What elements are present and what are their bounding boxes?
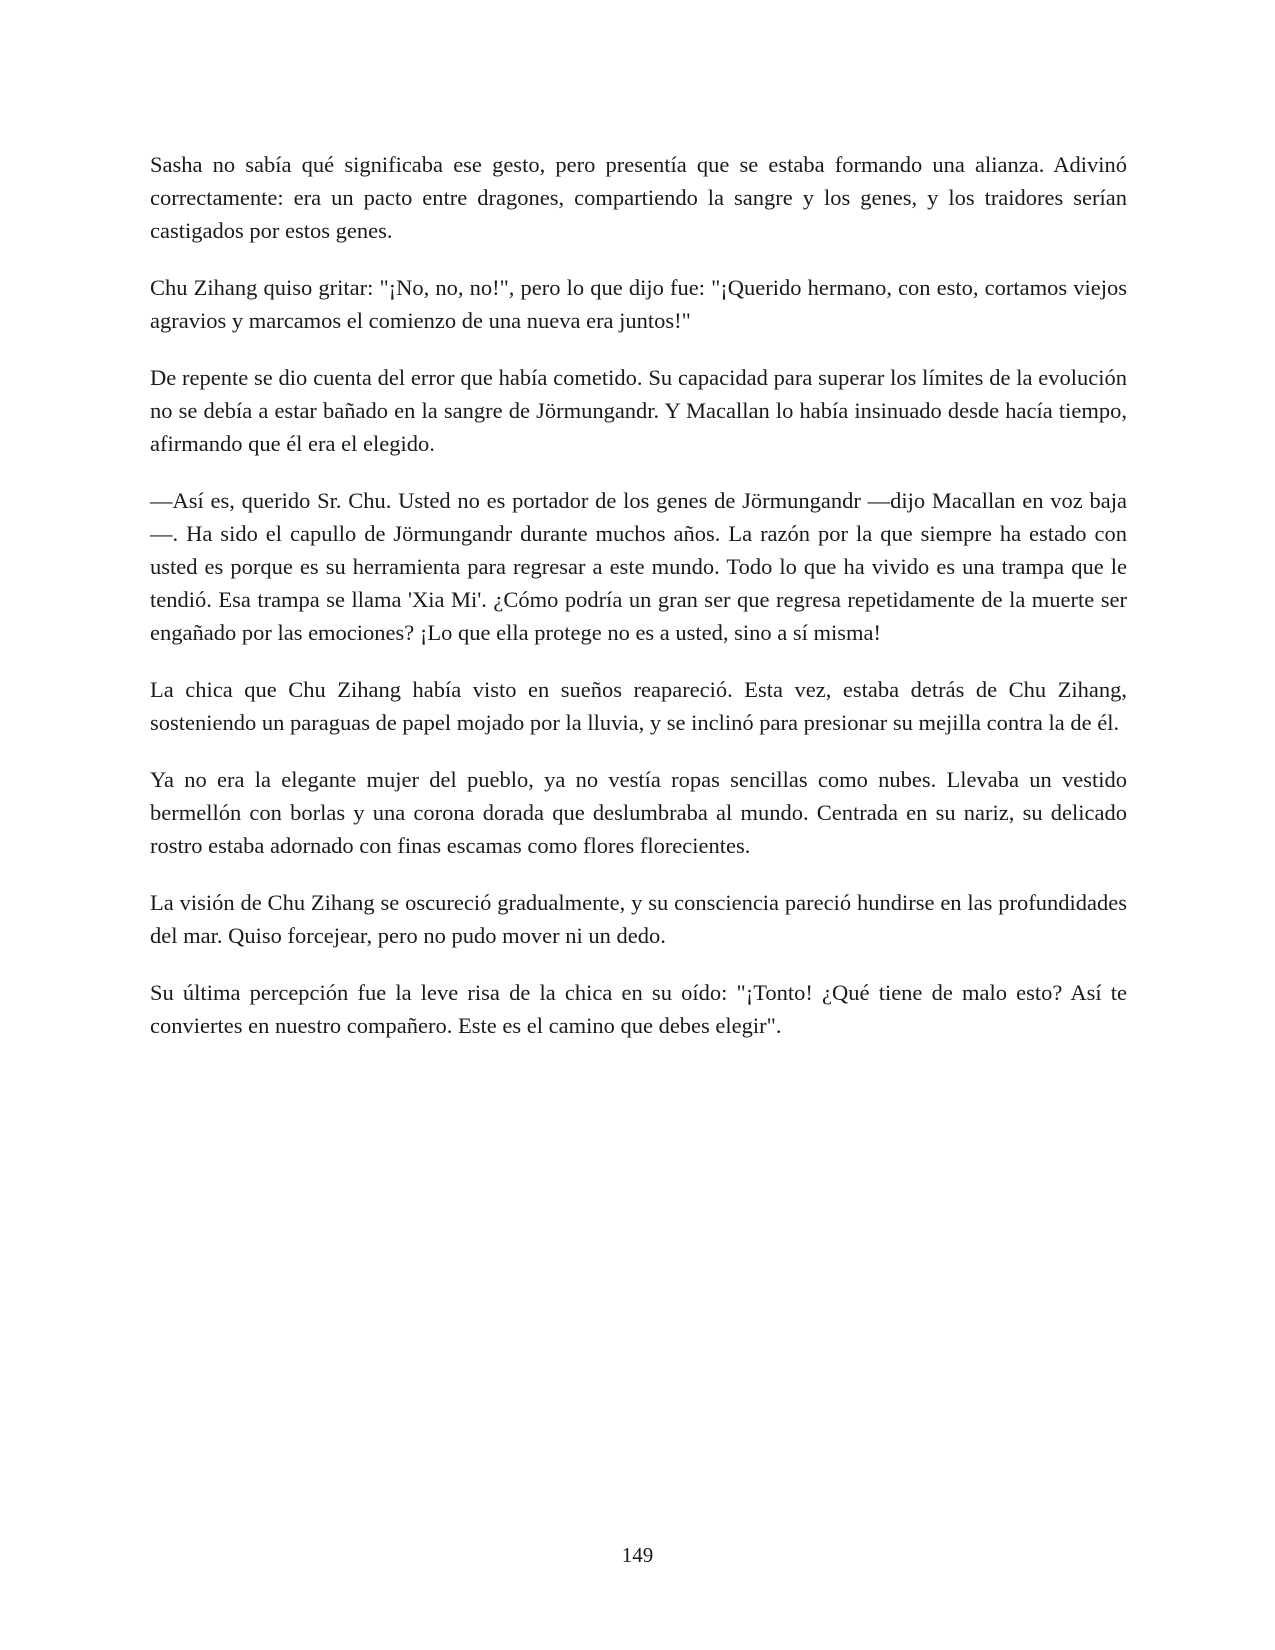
paragraph: Chu Zihang quiso gritar: "¡No, no, no!", pero lo que dijo fue: "¡Querido hermano, con esto, cortamos viejos agravios y marcamos el comienzo de una nueva era juntos!" (150, 275, 1127, 333)
paragraph: La visión de Chu Zihang se oscureció gradualmente, y su consciencia pareció hundirse en las profundidades del mar. Quiso forcejear, pero no pudo mover ni un dedo. (150, 890, 1127, 948)
paragraph: La chica que Chu Zihang había visto en sueños reapareció. Esta vez, estaba detrás de Chu Zihang, sosteniendo un paraguas de papel mojado por la lluvia, y se inclinó para presionar su mejilla contra la de él. (150, 677, 1127, 735)
paragraph: Su última percepción fue la leve risa de la chica en su oído: "¡Tonto! ¿Qué tiene de malo esto? Así te conviertes en nuestro compañero. Este es el camino que debes elegir". (150, 980, 1127, 1038)
paragraph: —Así es, querido Sr. Chu. Usted no es portador de los genes de Jörmungandr —dijo Macallan en voz baja—. Ha sido el capullo de Jörmungandr durante muchos años. La razón por la que siempre ha estado con usted es porque es su herramienta para regresar a este mundo. Todo lo que ha vivido es una trampa que le tendió. Esa trampa se llama 'Xia Mi'. ¿Cómo podría un gran ser que regresa repetidamente de la muerte ser engañado por las emociones? ¡Lo que ella protege no es a usted, sino a sí misma! (150, 488, 1127, 645)
page-number: 149 (621, 1543, 654, 1567)
paragraph: De repente se dio cuenta del error que había cometido. Su capacidad para superar los límites de la evolución no se debía a estar bañado en la sangre de Jörmungandr. Y Macallan lo había insinuado desde hacía tiempo, afirmando que él era el elegido. (150, 365, 1127, 456)
paragraph: Sasha no sabía qué significaba ese gesto, pero presentía que se estaba formando una alianza. Adivinó correctamente: era un pacto entre dragones, compartiendo la sangre y los genes, y los traidores serían castigados por estos genes. (150, 152, 1127, 243)
paragraph: Ya no era la elegante mujer del pueblo, ya no vestía ropas sencillas como nubes. Llevaba un vestido bermellón con borlas y una corona dorada que deslumbraba al mundo. Centrada en su nariz, su delicado rostro estaba adornado con finas escamas como flores florecientes. (150, 767, 1127, 858)
body-text (150, 148, 1127, 1066)
